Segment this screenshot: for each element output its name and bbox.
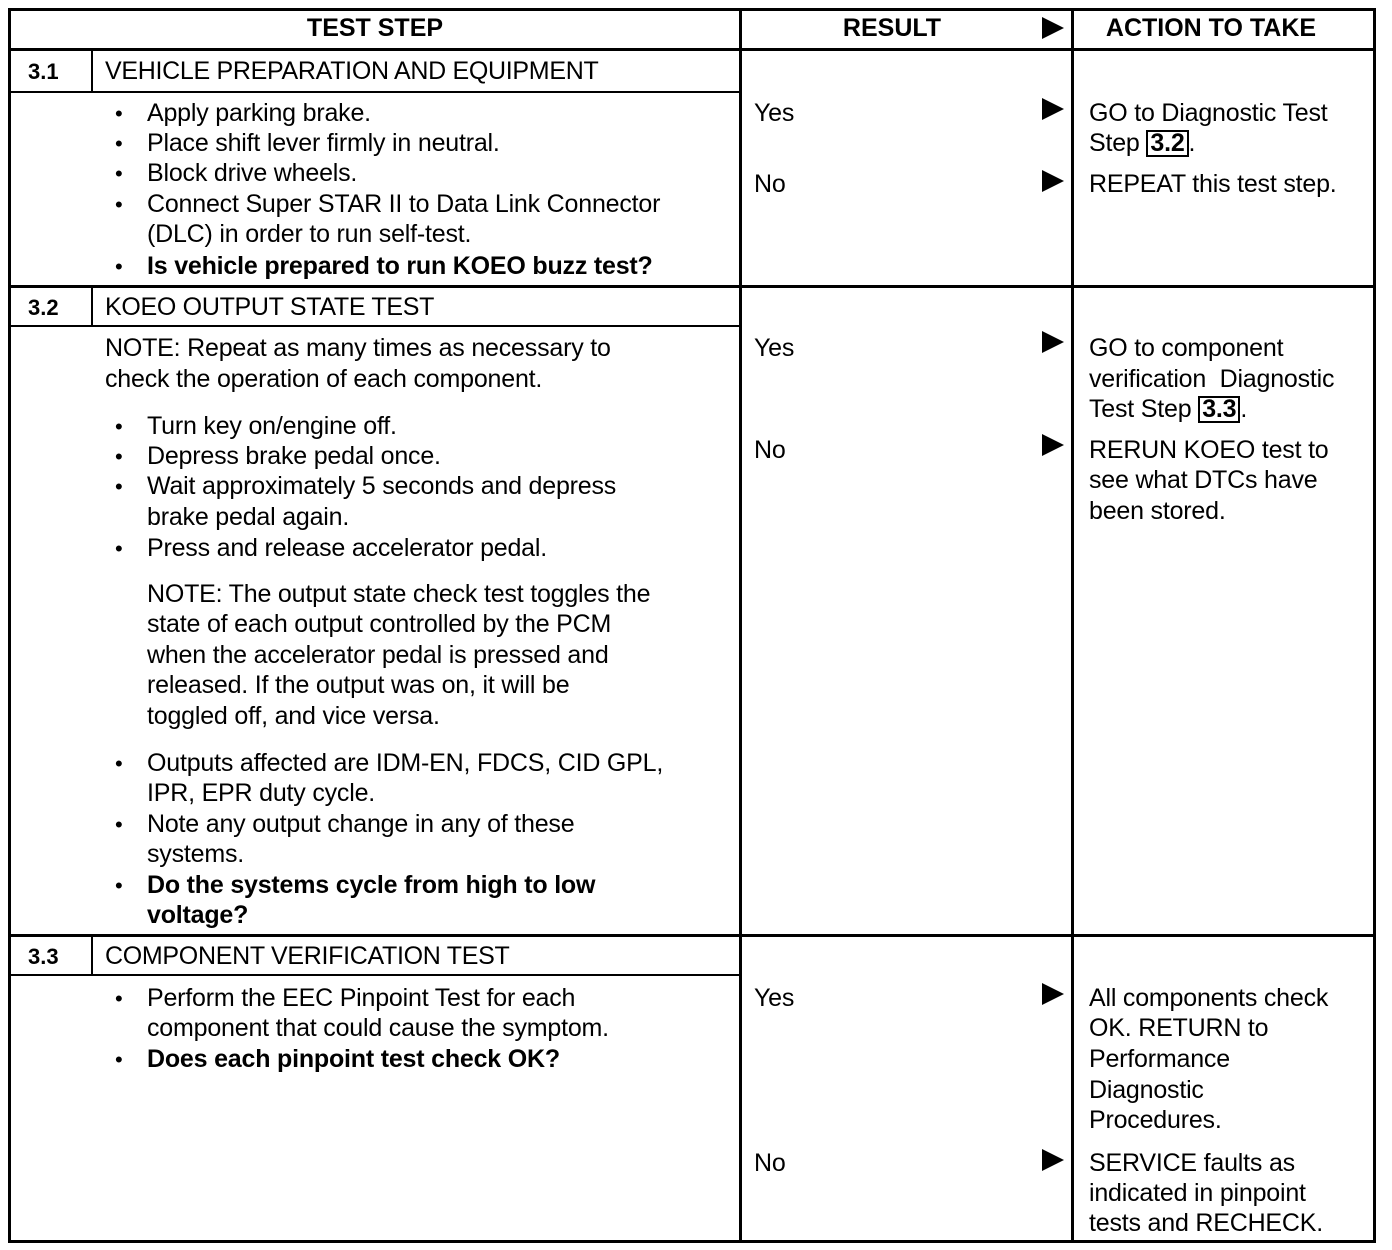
instruction: Connect Super STAR II to Data Link Connector [147,190,661,218]
result-no: No [754,170,786,198]
bullet-icon: • [115,161,123,186]
step-reference-link[interactable]: 3.3 [1198,396,1240,423]
question: voltage? [147,901,249,929]
bullet-icon: • [115,474,123,499]
result-arrow-icon [1042,98,1064,120]
bullet-icon: • [115,192,123,217]
action-yes: OK. RETURN to [1089,1014,1269,1042]
instruction: Wait approximately 5 seconds and depress [147,472,617,500]
action-text: Step [1089,129,1140,157]
question: Is vehicle prepared to run KOEO buzz test? [147,252,653,280]
action-no: indicated in pinpoint [1089,1179,1306,1207]
note: when the accelerator pedal is pressed and [147,641,609,669]
result-arrow-icon [1042,170,1064,192]
table-border-left [8,8,11,1243]
bullet-icon: • [115,536,123,561]
title-divider-3-2 [8,325,742,327]
instruction: Press and release accelerator pedal. [147,534,547,562]
note: released. If the output was on, it will be [147,671,570,699]
bullet-icon: • [115,751,123,776]
action-yes [1089,128,1195,159]
instruction: Depress brake pedal once. [147,442,441,470]
bullet-icon: • [115,1047,123,1072]
table-border-right [1373,8,1376,1243]
action-yes: GO to Diagnostic Test [1089,99,1328,127]
header-result: RESULT [842,14,942,42]
step-divider-3-2 [8,285,1376,288]
action-no: REPEAT this test step. [1089,170,1337,198]
step-divider-3-3 [8,934,1376,937]
period: . [1240,395,1248,423]
action-no: RERUN KOEO test to [1089,436,1329,464]
action-text: Test Step [1089,395,1192,423]
instruction: Place shift lever firmly in neutral. [147,129,500,157]
instruction: Apply parking brake. [147,99,371,127]
instruction: brake pedal again. [147,503,350,531]
header-action: ACTION TO TAKE [1105,14,1317,42]
table-border-bottom [8,1240,1376,1243]
action-yes [1089,394,1247,425]
step-title: KOEO OUTPUT STATE TEST [105,293,435,321]
action-yes: Procedures. [1089,1106,1222,1134]
bullet-icon: • [115,986,123,1011]
note: NOTE: Repeat as many times as necessary to [105,334,611,362]
action-yes: Diagnostic [1089,1076,1204,1104]
instruction: (DLC) in order to run self-test. [147,220,472,248]
result-yes: Yes [754,984,795,1012]
note: check the operation of each component. [105,365,543,393]
result-arrow-icon [1042,1149,1064,1171]
question: Does each pinpoint test check OK? [147,1045,560,1073]
action-yes: Performance [1089,1045,1230,1073]
instruction: Turn key on/engine off. [147,412,397,440]
action-yes: All components check [1089,984,1329,1012]
result-no: No [754,1149,786,1177]
bullet-icon: • [115,254,123,279]
instruction: Perform the EEC Pinpoint Test for each [147,984,576,1012]
action-no: tests and RECHECK. [1089,1209,1323,1237]
header-divider [8,48,1376,51]
title-divider-3-3 [8,974,742,976]
number-divider-3-1 [91,50,93,92]
header-arrow-icon [1042,17,1064,39]
bullet-icon: • [115,812,123,837]
bullet-icon: • [115,444,123,469]
step-number: 3.3 [28,944,59,969]
bullet-icon: • [115,131,123,156]
bullet-icon: • [115,414,123,439]
note: state of each output controlled by the PCM [147,610,612,638]
header-test-step: TEST STEP [306,14,444,42]
result-yes: Yes [754,334,795,362]
table-border-top [8,8,1376,11]
result-no: No [754,436,786,464]
instruction: Outputs affected are IDM-EN, FDCS, CID GPL, [147,749,664,777]
column-divider-test-result [739,8,742,1243]
instruction: IPR, EPR duty cycle. [147,779,376,807]
note: toggled off, and vice versa. [147,702,440,730]
result-arrow-icon [1042,434,1064,456]
bullet-icon: • [115,873,123,898]
result-yes: Yes [754,99,795,127]
column-divider-result-action [1071,8,1074,1243]
bullet-icon: • [115,101,123,126]
action-no: SERVICE faults as [1089,1149,1295,1177]
result-arrow-icon [1042,983,1064,1005]
title-divider-3-1 [8,91,742,93]
result-arrow-icon [1042,331,1064,353]
instruction: Note any output change in any of these [147,810,575,838]
number-divider-3-2 [91,287,93,326]
step-number: 3.2 [28,295,59,320]
step-title: VEHICLE PREPARATION AND EQUIPMENT [105,57,599,85]
step-number: 3.1 [28,59,59,84]
instruction: Block drive wheels. [147,159,358,187]
step-reference-link[interactable]: 3.2 [1146,130,1188,157]
note: NOTE: The output state check test toggles the [147,580,651,608]
instruction: component that could cause the symptom. [147,1014,609,1042]
step-title: COMPONENT VERIFICATION TEST [105,942,510,970]
period: . [1188,129,1196,157]
number-divider-3-3 [91,936,93,975]
action-no: been stored. [1089,497,1226,525]
instruction: systems. [147,840,245,868]
action-yes: GO to component [1089,334,1284,362]
action-yes: verification Diagnostic [1089,365,1335,393]
action-no: see what DTCs have [1089,466,1318,494]
question: Do the systems cycle from high to low [147,871,596,899]
